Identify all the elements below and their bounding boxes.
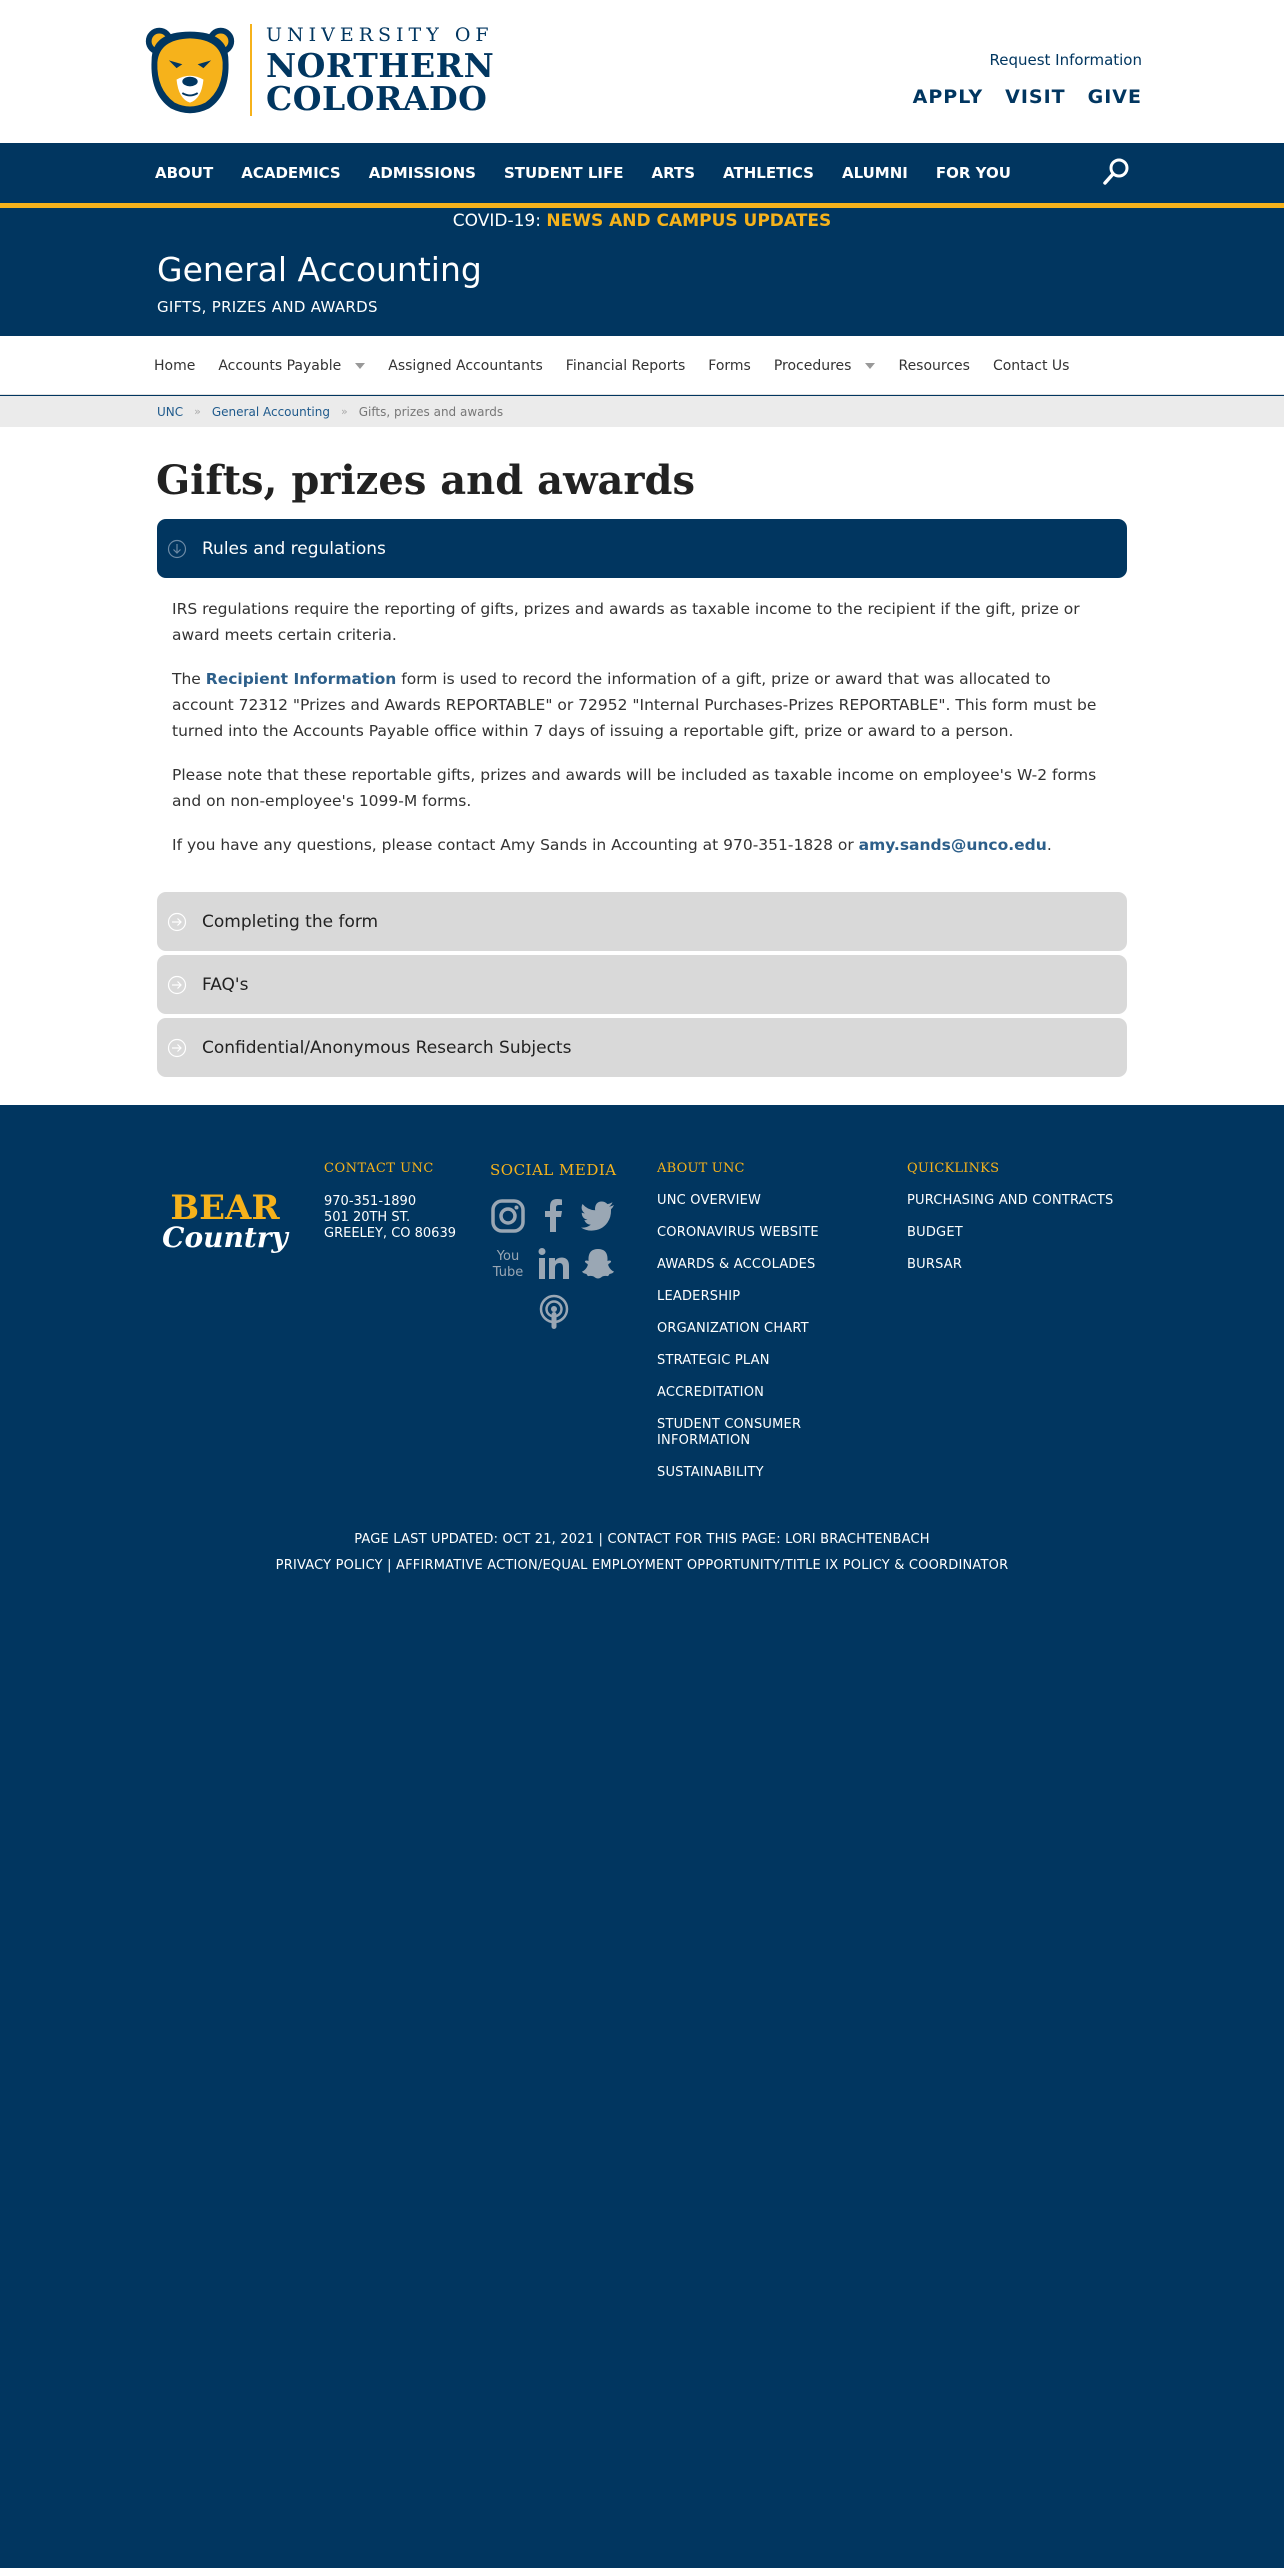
top-action-links [913,86,1142,108]
subnav-contact-us[interactable] [993,358,1069,374]
footer-link-org-chart[interactable]: ORGANIZATION CHART [657,1321,809,1336]
nav-alumni[interactable]: ALUMNI [841,164,908,182]
linkedin-icon[interactable] [536,1246,572,1282]
give-link[interactable]: GIVE [1087,86,1142,108]
covid-prefix: COVID-19: [452,211,541,231]
text: The [172,670,206,688]
subnav-forms[interactable] [708,358,751,374]
subnav-accounts-payable[interactable] [218,358,365,374]
footer-social [490,1161,617,1196]
instagram-icon[interactable] [490,1198,526,1234]
breadcrumb-items [157,396,503,427]
footer-heading-about: ABOUT UNC [657,1161,745,1176]
main-nav-items [155,143,1039,203]
facebook-icon[interactable] [536,1198,572,1234]
section-nav-items [154,336,1092,395]
paragraph: Please note that these reportable gifts, prizes and awards will be included as taxable income on employee's W-2 forms and on non-employee's 1099-M forms. [172,766,1097,810]
footer-link-coronavirus[interactable]: CORONAVIRUS WEBSITE [657,1225,819,1240]
footer-quicklinks [907,1161,1113,1289]
text: form is used to record the information of a gift, prize or award that was allocated to account 72312 "Prizes and Awards REPORTABLE" or 72952 "Internal Purchases-Prizes REPORTABLE". This form must be turned into the Accounts Payable office within 7 days of issuing a reportable gift, prize or award to a person. [172,670,1097,740]
recipient-information-link[interactable]: Recipient Information [205,670,397,688]
subnav-assigned-accountants-label: Assigned Accountants [388,357,543,374]
search-icon[interactable] [1101,157,1131,187]
footer-link-purchasing[interactable]: PURCHASING AND CONTRACTS [907,1193,1114,1208]
breadcrumb-unc[interactable]: UNC [157,404,184,419]
accordion-label: Completing the form [202,911,379,932]
chevron-down-icon [865,363,875,369]
nav-arts[interactable]: ARTS [651,164,696,182]
site-header [0,0,1284,143]
subnav-forms-label: Forms [708,357,751,374]
youtube-text-1: You [496,1249,520,1264]
twitter-icon[interactable] [580,1198,616,1234]
footer-link-consumer-info[interactable]: STUDENT CONSUMER INFORMATION [657,1417,802,1448]
subnav-financial-reports[interactable] [566,358,685,374]
footer-link-strategic-plan[interactable]: STRATEGIC PLAN [657,1353,770,1368]
arrow-right-circle-icon [167,975,187,995]
footer-heading-quicklinks: QUICKLINKS [907,1161,1000,1176]
podcast-icon[interactable] [536,1294,572,1330]
footer-link-budget[interactable]: BUDGET [907,1225,963,1240]
accordion-rules-and-regulations[interactable] [157,519,1127,578]
apply-link[interactable]: APPLY [912,86,984,108]
accordion-faqs[interactable] [157,955,1127,1014]
subnav-home-label: Home [154,357,196,374]
subnav-financial-reports-label: Financial Reports [565,357,686,374]
email-link[interactable]: amy.sands@unco.edu [858,836,1047,854]
accordion-label: FAQ's [202,974,249,995]
covid-updates-link[interactable]: NEWS AND CAMPUS UPDATES [546,211,832,231]
paragraph [172,666,1117,744]
accordion-label: Confidential/Anonymous Research Subjects [202,1037,572,1058]
nav-academics[interactable]: ACADEMICS [241,164,341,182]
footer-link-sustainability[interactable]: SUSTAINABILITY [657,1465,764,1480]
footer-link-awards[interactable]: AWARDS & ACCOLADES [657,1257,816,1272]
text: If you have any questions, please contact Amy Sands in Accounting at 970-351-1828 or [172,836,859,854]
chevron-down-icon [355,363,365,369]
subnav-resources[interactable] [898,358,970,374]
site-footer [0,1105,1284,2568]
nav-about[interactable]: ABOUT [155,164,214,182]
youtube-icon[interactable] [490,1246,526,1282]
subnav-procedures-label: Procedures [773,357,852,374]
footer-street: 501 20TH ST. [324,1210,411,1225]
subnav-procedures[interactable] [774,358,876,374]
footer-phone[interactable]: 970-351-1890 [324,1194,417,1209]
bear-logo-icon [142,22,238,118]
logo-northern: NORTHERN [266,45,495,85]
subnav-contact-us-label: Contact Us [992,357,1070,374]
footer-last-updated[interactable]: PAGE LAST UPDATED: OCT 21, 2021 | CONTACT FOR THIS PAGE: LORI BRACHTENBACH [354,1532,930,1547]
main-nav [0,143,1284,203]
text: . [1046,836,1052,854]
footer-policy-links[interactable]: PRIVACY POLICY | AFFIRMATIVE ACTION/EQUAL EMPLOYMENT OPPORTUNITY/TITLE IX POLICY & COORDINATOR [275,1558,1009,1573]
site-title[interactable]: General Accounting [157,250,482,289]
subnav-home[interactable] [154,358,195,374]
logo-university-of: UNIVERSITY OF [266,23,494,46]
breadcrumb-separator: » [341,405,348,418]
bear-country-logo[interactable] [160,1187,290,1257]
paragraph: IRS regulations require the reporting of gifts, prizes and awards as taxable income to the recipient if the gift, prize or award meets certain criteria. [172,600,1080,644]
subnav-assigned-accountants[interactable] [388,358,543,374]
nav-admissions[interactable]: ADMISSIONS [368,164,476,182]
footer-city: GREELEY, CO 80639 [324,1226,456,1241]
subnav-accounts-payable-label: Accounts Payable [218,357,342,374]
footer-link-unc-overview[interactable]: UNC OVERVIEW [657,1193,762,1208]
footer-contact [324,1161,456,1242]
arrow-right-circle-icon [167,1038,187,1058]
breadcrumb-separator: » [194,405,201,418]
visit-link[interactable]: VISIT [1005,86,1066,108]
footer-link-bursar[interactable]: BURSAR [907,1257,963,1272]
arrow-down-circle-icon [167,539,187,559]
accordion-completing-the-form[interactable] [157,892,1127,951]
page-banner [0,208,1284,336]
arrow-right-circle-icon [167,912,187,932]
section-nav [0,336,1284,395]
bear-country-word-2: Country [162,1221,288,1254]
logo-wordmark [266,23,495,118]
accordion-confidential-research-subjects[interactable] [157,1018,1127,1077]
breadcrumb [0,396,1284,427]
subnav-resources-label: Resources [898,357,970,374]
youtube-text-2: Tube [492,1265,524,1280]
footer-heading-contact: CONTACT UNC [324,1161,434,1176]
footer-link-leadership[interactable]: LEADERSHIP [657,1289,741,1304]
snapchat-icon[interactable] [580,1246,616,1282]
request-information-link[interactable]: Request Information [989,51,1142,69]
bear-country-word-1: BEAR [170,1188,280,1228]
breadcrumb-general-accounting[interactable]: General Accounting [211,404,330,419]
paragraph [172,832,1117,858]
footer-about [657,1161,819,1497]
main-content [0,427,1284,1105]
covid-alert [0,211,1284,231]
footer-heading-social: SOCIAL MEDIA [490,1161,617,1179]
unc-logo[interactable] [142,22,494,118]
site-subtitle: GIFTS, PRIZES AND AWARDS [157,298,378,316]
accordion-panel-rules [172,596,1117,876]
nav-athletics[interactable]: ATHLETICS [723,164,814,182]
nav-for-you[interactable]: FOR YOU [935,164,1011,182]
accordion-label: Rules and regulations [202,538,386,559]
footer-link-accreditation[interactable]: ACCREDITATION [657,1385,765,1400]
breadcrumb-current: Gifts, prizes and awards [358,404,504,419]
nav-student-life[interactable]: STUDENT LIFE [503,164,624,182]
page-title: Gifts, prizes and awards [156,457,695,504]
logo-divider [250,24,252,116]
logo-colorado: COLORADO [266,78,488,118]
